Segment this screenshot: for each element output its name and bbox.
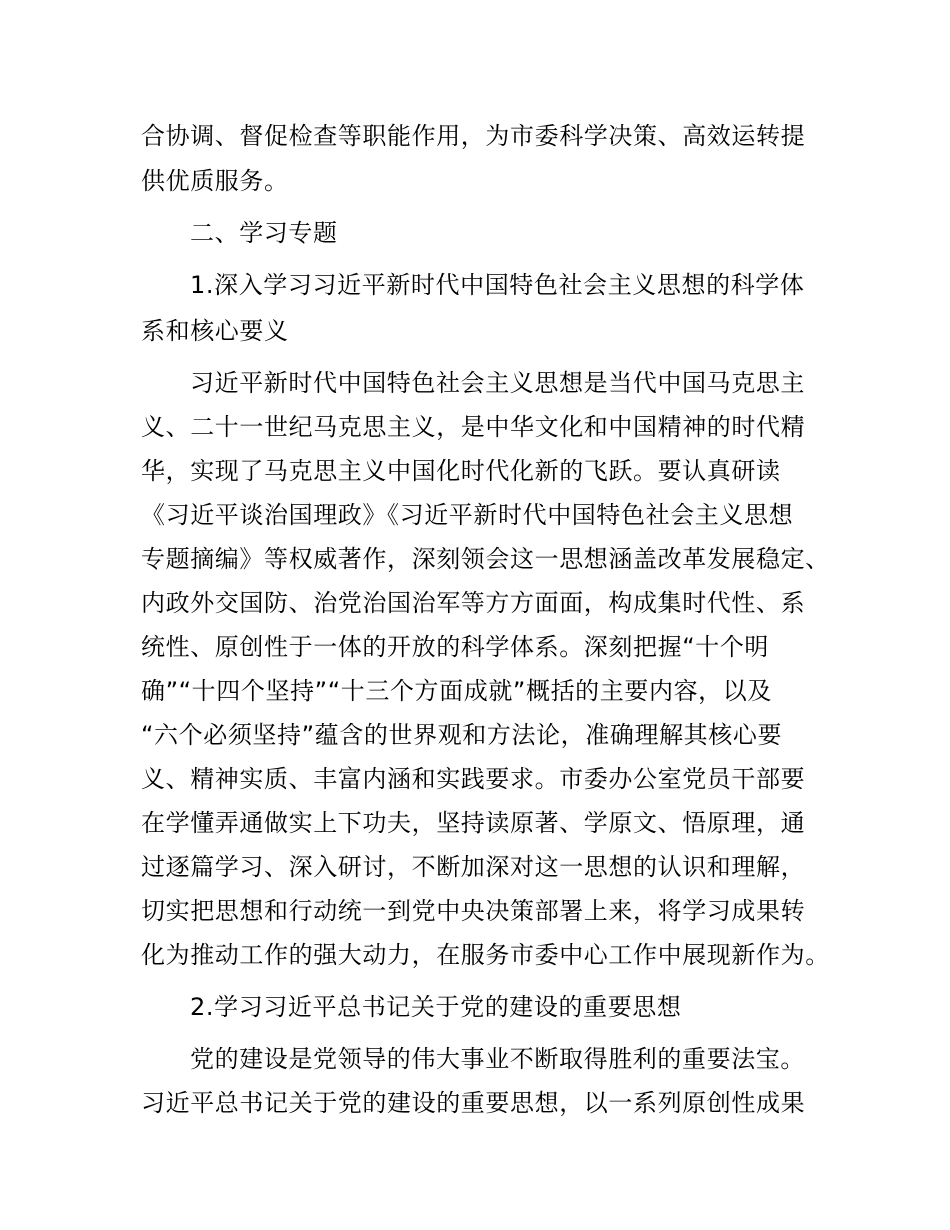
paragraph-line: 义、二十一世纪马克思主义，是中华文化和中国精神的时代精 <box>141 413 806 441</box>
paragraph-line: 化为推动工作的强大动力，在服务市委中心工作中展现新作为。 <box>141 941 830 969</box>
paragraph-line: 专题摘编》等权威著作，深刻领会这一思想涵盖改革发展稳定、 <box>141 545 830 573</box>
paragraph-line: 内政外交国防、治党治国治军等方方面面，构成集时代性、系 <box>141 589 806 617</box>
paragraph-line: 确”“十四个坚持”“十三个方面成就”概括的主要内容，以及 <box>141 677 772 705</box>
paragraph-line: 《习近平谈治国理政》《习近平新时代中国特色社会主义思想 <box>141 501 794 529</box>
paragraph-line: 在学懂弄通做实上下功夫，坚持读原著、学原文、悟原理，通 <box>141 809 806 837</box>
paragraph-line: 切实把思想和行动统一到党中央决策部署上来，将学习成果转 <box>141 897 806 925</box>
paragraph-line: 华，实现了马克思主义中国化时代化新的飞跃。要认真研读 <box>141 457 781 485</box>
paragraph-line: 统性、原创性于一体的开放的科学体系。深刻把握“十个明 <box>141 633 770 661</box>
subsection-heading: 1.深入学习习近平新时代中国特色社会主义思想的科学体 <box>190 271 805 299</box>
subsection-heading: 系和核心要义 <box>141 317 289 345</box>
paragraph-line: 习近平总书记关于党的建设的重要思想，以一系列原创性成果 <box>141 1089 806 1117</box>
paragraph-line: 供优质服务。 <box>141 167 289 195</box>
paragraph-line: “六个必须坚持”蕴含的世界观和方法论，准确理解其核心要 <box>141 721 783 749</box>
paragraph-line: 义、精神实质、丰富内涵和实践要求。市委办公室党员干部要 <box>141 765 806 793</box>
subsection-heading: 2.学习习近平总书记关于党的建设的重要思想 <box>190 993 682 1021</box>
paragraph-line: 合协调、督促检查等职能作用，为市委科学决策、高效运转提 <box>141 122 806 150</box>
paragraph-line: 过逐篇学习、深入研讨，不断加深对这一思想的认识和理解， <box>141 853 806 881</box>
paragraph-line: 党的建设是党领导的伟大事业不断取得胜利的重要法宝。 <box>190 1045 805 1073</box>
section-heading: 二、学习专题 <box>190 219 338 247</box>
paragraph-line: 习近平新时代中国特色社会主义思想是当代中国马克思主 <box>190 369 805 397</box>
